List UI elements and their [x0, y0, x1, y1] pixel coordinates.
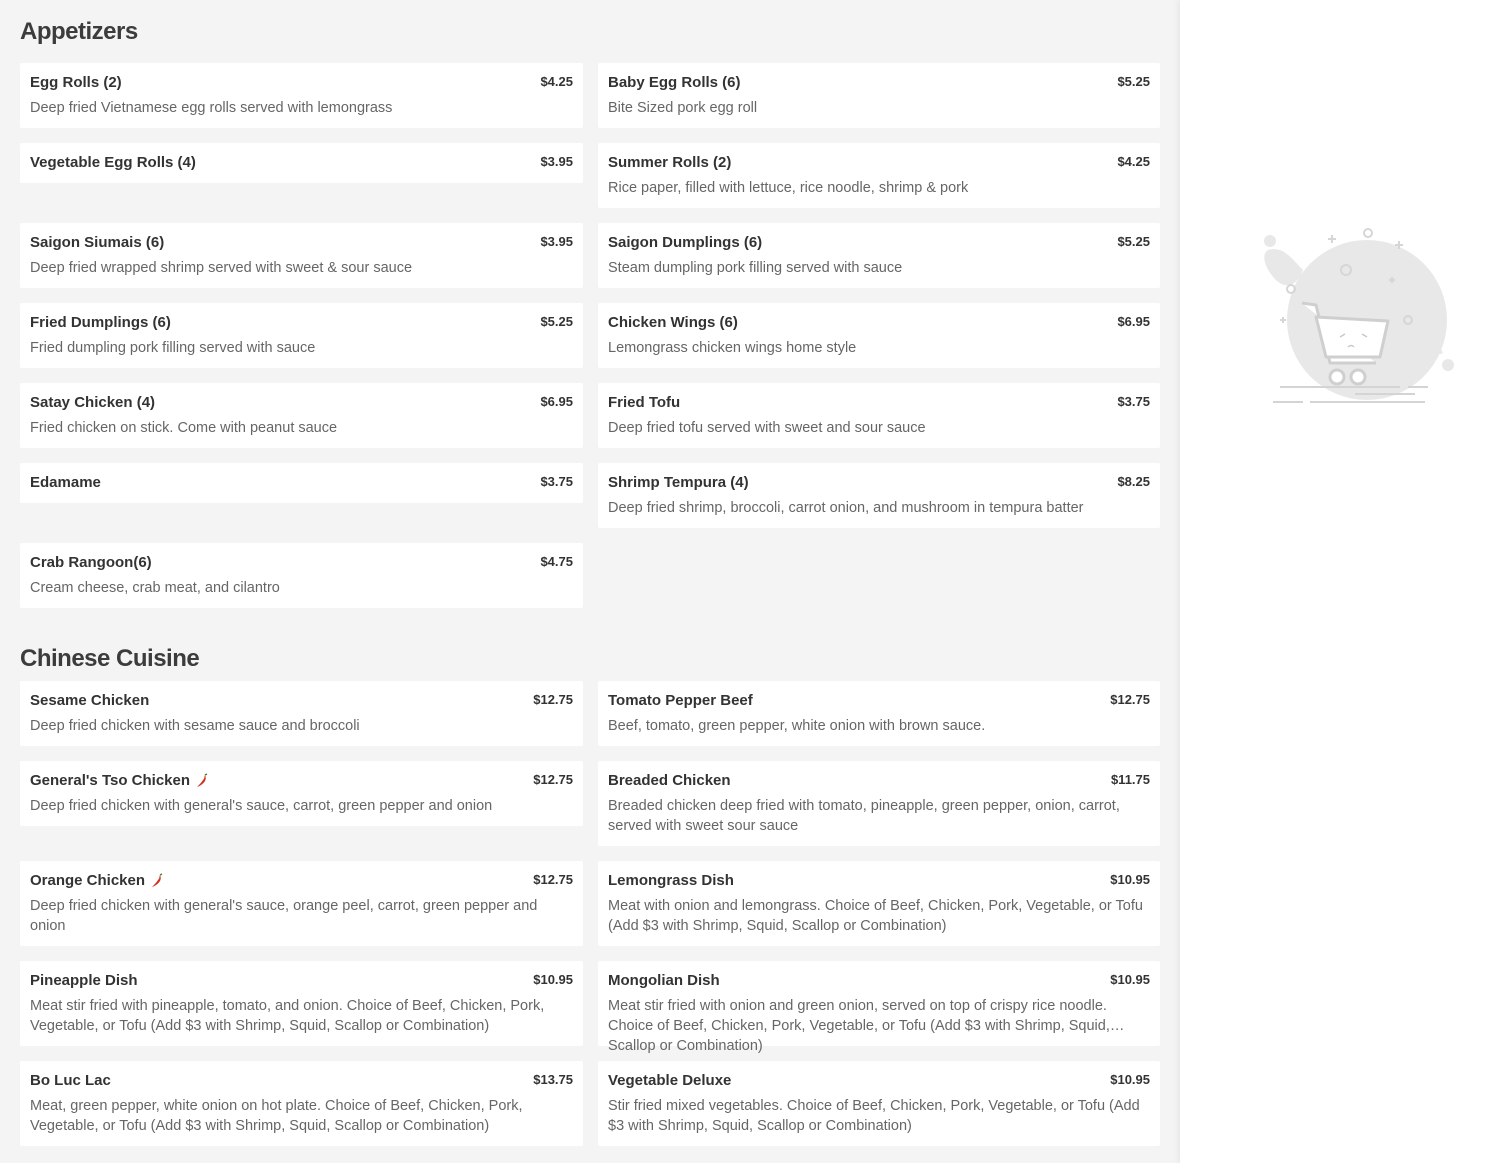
item-name: Bo Luc Lac — [30, 1072, 111, 1089]
menu-item-card[interactable] — [20, 383, 583, 448]
menu-item-card[interactable] — [20, 681, 583, 746]
menu-item-card[interactable] — [20, 143, 583, 183]
item-name: Crab Rangoon(6) — [30, 554, 152, 571]
item-description: Deep fried chicken with general's sauce, carrot, green pepper and onion — [30, 798, 493, 814]
menu-item-card[interactable] — [598, 303, 1160, 368]
menu-item-card[interactable] — [598, 761, 1160, 846]
item-price: $4.75 — [540, 554, 573, 569]
item-price: $5.25 — [1117, 74, 1150, 89]
item-description: Bite Sized pork egg roll — [608, 100, 758, 116]
item-name: Saigon Siumais (6) — [30, 234, 165, 251]
item-name: Vegetable Deluxe — [608, 1072, 732, 1089]
section-title-chinese-cuisine: Chinese Cuisine — [20, 645, 200, 672]
menu-item-card[interactable] — [598, 861, 1160, 946]
item-description: Fried chicken on stick. Come with peanut sauce — [30, 420, 338, 436]
item-name: Baby Egg Rolls (6) — [608, 74, 741, 91]
section-title-appetizers: Appetizers — [20, 18, 138, 45]
menu-item-card[interactable] — [20, 543, 583, 608]
item-name-row — [30, 771, 573, 791]
item-name: Summer Rolls (2) — [608, 154, 732, 171]
item-name: Fried Tofu — [608, 394, 681, 411]
menu-item-card[interactable] — [598, 681, 1160, 746]
item-description: Stir fried mixed vegetables. Choice of Beef, Chicken, Pork, Vegetable, or Tofu (Add $3 with Shrimp, Squid, Scallop or Combination) — [608, 1098, 1140, 1134]
item-price: $6.95 — [540, 394, 573, 409]
item-description: Lemongrass chicken wings home style — [608, 340, 857, 356]
item-name: Sesame Chicken — [30, 692, 150, 709]
menu-item-card[interactable] — [598, 961, 1160, 1054]
item-description: Steam dumpling pork filling served with sauce — [608, 260, 903, 276]
item-price: $8.25 — [1117, 474, 1150, 489]
menu-item-card[interactable] — [20, 63, 583, 128]
item-description: Deep fried wrapped shrimp served with sweet & sour sauce — [30, 260, 413, 276]
item-description: Beef, tomato, green pepper, white onion with brown sauce. — [608, 718, 986, 734]
item-price: $12.75 — [533, 692, 573, 707]
item-price: $13.75 — [533, 1072, 573, 1087]
item-price: $11.75 — [1110, 772, 1150, 787]
chili-pepper-icon — [196, 774, 208, 788]
item-price: $3.75 — [1117, 394, 1150, 409]
item-price: $3.95 — [540, 154, 573, 169]
item-name: Breaded Chicken — [608, 772, 731, 789]
item-description: Deep fried shrimp, broccoli, carrot onion, and mushroom in tempura batter — [608, 500, 1084, 516]
item-price: $3.75 — [540, 474, 573, 489]
item-description: Breaded chicken deep fried with tomato, pineapple, green pepper, onion, carrot, served with sweet sour sauce — [608, 798, 1120, 834]
item-price: $10.95 — [1110, 872, 1150, 887]
chili-pepper-icon — [151, 874, 163, 888]
menu-item-card[interactable] — [20, 223, 583, 288]
item-description: Meat, green pepper, white onion on hot plate. Choice of Beef, Chicken, Pork, Vegetable, or Tofu (Add $3 with Shrimp, Squid, Scallop or Combination) — [30, 1098, 523, 1134]
item-description: Meat stir fried with pineapple, tomato, and onion. Choice of Beef, Chicken, Pork, Vegetable, or Tofu (Add $3 with Shrimp, Squid, Scallop or Combination) — [30, 998, 545, 1034]
item-price: $10.95 — [533, 972, 573, 987]
menu-item-card[interactable] — [598, 143, 1160, 208]
item-name: Orange Chicken — [30, 872, 146, 889]
item-price: $5.25 — [540, 314, 573, 329]
empty-cart-illustration — [1258, 225, 1458, 410]
item-name: Edamame — [30, 474, 101, 491]
item-name-row — [30, 871, 573, 891]
appetizers-grid — [20, 63, 1160, 608]
item-price: $5.25 — [1117, 234, 1150, 249]
item-price: $12.75 — [533, 872, 573, 887]
menu-item-card[interactable] — [20, 961, 583, 1046]
cart-panel — [1180, 0, 1490, 1163]
item-name: Pineapple Dish — [30, 972, 138, 989]
item-price: $10.95 — [1110, 1072, 1150, 1087]
item-description: Deep fried chicken with general's sauce, orange peel, carrot, green pepper and onion — [30, 898, 538, 934]
item-description: Meat with onion and lemongrass. Choice of Beef, Chicken, Pork, Vegetable, or Tofu (Add $3 with Shrimp, Squid, Scallop or Combination) — [608, 898, 1143, 934]
item-description: Rice paper, filled with lettuce, rice noodle, shrimp & pork — [608, 180, 969, 196]
menu-item-card[interactable] — [20, 303, 583, 368]
item-price: $12.75 — [533, 772, 573, 787]
item-name: Vegetable Egg Rolls (4) — [30, 154, 196, 171]
item-name: Egg Rolls (2) — [30, 74, 122, 91]
menu-item-card[interactable] — [20, 761, 583, 826]
item-name: Tomato Pepper Beef — [608, 692, 753, 709]
item-name: Chicken Wings (6) — [608, 314, 738, 331]
item-description: Meat stir fried with onion and green onion, served on top of crispy rice noodle. Choice of Beef, Chicken, Pork, Vegetable, or Tofu (Add $3 with Shrimp, Squid, Scallop or Combination) — [608, 998, 1110, 1054]
item-description: Deep fried chicken with sesame sauce and broccoli — [30, 718, 360, 734]
item-price: $12.75 — [1110, 692, 1150, 707]
menu-item-card[interactable] — [598, 1061, 1160, 1146]
menu-item-card[interactable] — [598, 463, 1160, 528]
item-name: Saigon Dumplings (6) — [608, 234, 763, 251]
menu-item-card[interactable] — [598, 63, 1160, 128]
item-name: Shrimp Tempura (4) — [608, 474, 749, 491]
menu-item-card[interactable] — [598, 223, 1160, 288]
item-description: Deep fried Vietnamese egg rolls served with lemongrass — [30, 100, 393, 116]
item-name: Mongolian Dish — [608, 972, 720, 989]
item-name: Fried Dumplings (6) — [30, 314, 171, 331]
menu-item-card[interactable] — [598, 383, 1160, 448]
item-name: Lemongrass Dish — [608, 872, 734, 889]
item-name: General's Tso Chicken — [30, 772, 191, 789]
item-name: Satay Chicken (4) — [30, 394, 156, 411]
item-description: Deep fried tofu served with sweet and sour sauce — [608, 420, 926, 436]
chinese-cuisine-grid — [20, 681, 1160, 1146]
item-description: Fried dumpling pork filling served with sauce — [30, 340, 316, 356]
item-description: Cream cheese, crab meat, and cilantro — [30, 580, 280, 596]
item-price: $4.25 — [540, 74, 573, 89]
item-price: $10.95 — [1110, 972, 1150, 987]
item-price: $6.95 — [1117, 314, 1150, 329]
menu-item-card[interactable] — [20, 1061, 583, 1146]
item-price: $3.95 — [540, 234, 573, 249]
item-price: $4.25 — [1117, 154, 1150, 169]
menu-item-card[interactable] — [20, 861, 583, 946]
menu-item-card[interactable] — [20, 463, 583, 503]
